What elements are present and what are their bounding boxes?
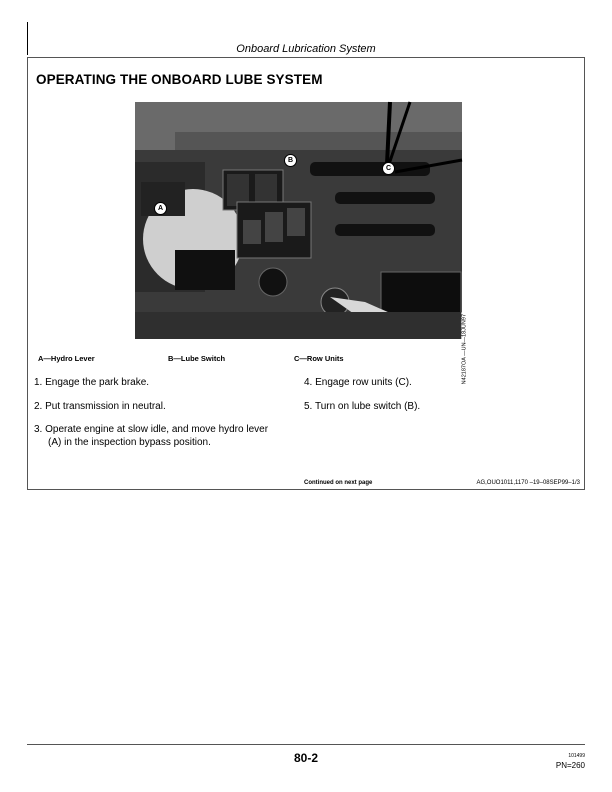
- running-header: Onboard Lubrication System: [236, 43, 376, 55]
- step-4: [304, 376, 412, 389]
- step-text: Put transmission in neutral.: [45, 401, 166, 412]
- step-text-continued: (A) in the inspection bypass position.: [48, 437, 211, 448]
- step-1: [34, 376, 149, 389]
- doc-id: 101499: [568, 753, 585, 759]
- step-number: 3.: [34, 424, 43, 435]
- step-number: 4.: [304, 377, 313, 388]
- step-2: [34, 400, 166, 413]
- callout-b: B: [284, 154, 297, 167]
- step-5: [304, 400, 420, 413]
- callout-c: C: [382, 162, 395, 175]
- step-text: Engage row units (C).: [315, 377, 412, 388]
- step-number: 5.: [304, 401, 313, 412]
- figure-code: N42187OA —UN—18JUN97: [461, 314, 467, 385]
- step-text: Engage the park brake.: [45, 377, 150, 388]
- page-number: 80-2: [293, 751, 319, 765]
- caption-row-units: C—Row Units: [294, 354, 344, 363]
- section-title: OPERATING THE ONBOARD LUBE SYSTEM: [36, 72, 323, 87]
- step-text: Operate engine at slow idle, and move hydro lever: [45, 424, 269, 435]
- step-number: 2.: [34, 401, 43, 412]
- pn-number: PN=260: [555, 761, 585, 770]
- caption-lube-switch: B—Lube Switch: [168, 354, 226, 363]
- continued-note: Continued on next page: [304, 480, 373, 486]
- content-section: [27, 57, 585, 490]
- callout-a: A: [154, 202, 167, 215]
- step-3: [34, 423, 284, 449]
- step-number: 1.: [34, 377, 43, 388]
- section-code: AG,OUO1011,1170 –19–08SEP99–1/3: [476, 480, 580, 486]
- caption-hydro-lever: A—Hydro Lever: [38, 354, 95, 363]
- footer-rule: [27, 744, 585, 745]
- step-text: Turn on lube switch (B).: [314, 401, 421, 412]
